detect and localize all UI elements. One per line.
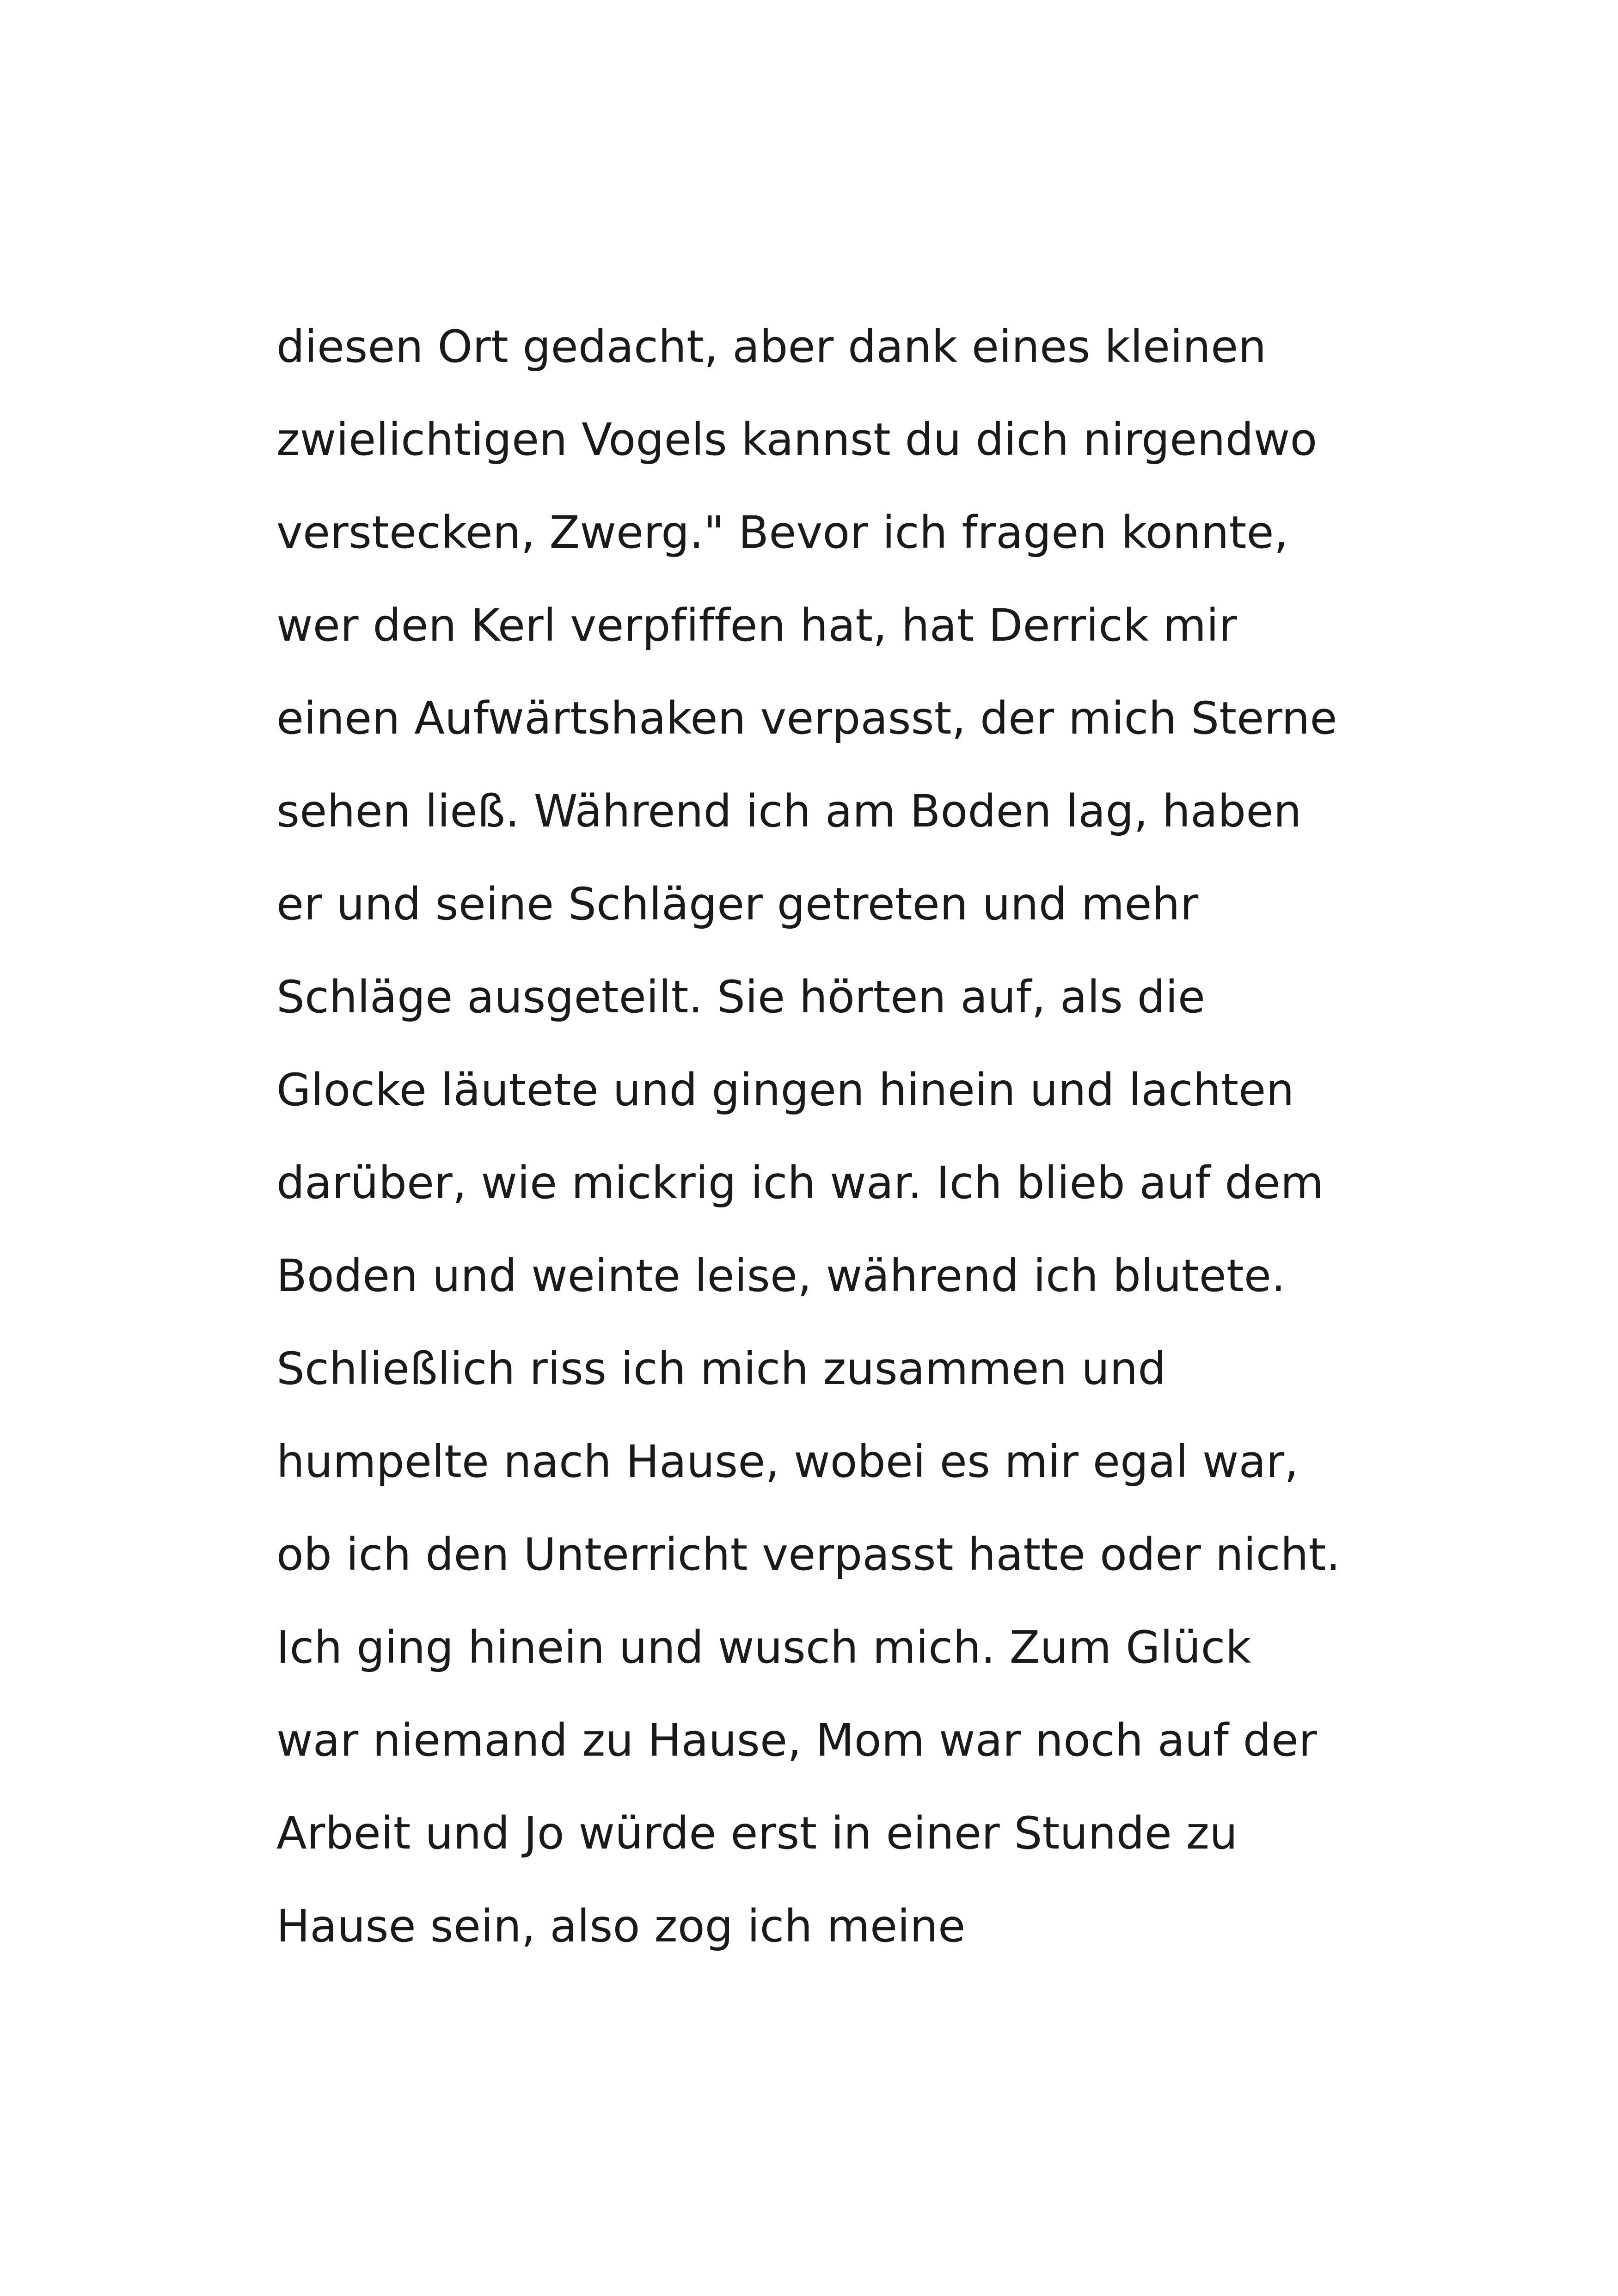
text-line: wer den Kerl verpfiffen hat, hat Derrick mir xyxy=(276,600,1238,651)
text-line: Schließlich riss ich mich zusammen und xyxy=(276,1343,1166,1395)
text-line: sehen ließ. Während ich am Boden lag, haben xyxy=(276,785,1302,837)
text-line: Glocke läutete und gingen hinein und lachten xyxy=(276,1064,1294,1116)
text-line: Hause sein, also zog ich meine xyxy=(276,1900,966,1952)
text-line: einen Aufwärtshaken verpasst, der mich Sterne xyxy=(276,692,1337,744)
text-line: Arbeit und Jo würde erst in einer Stunde zu xyxy=(276,1807,1238,1859)
text-line: Boden und weinte leise, während ich blutete. xyxy=(276,1250,1286,1302)
text-line: humpelte nach Hause, wobei es mir egal war, xyxy=(276,1436,1299,1488)
text-line: darüber, wie mickrig ich war. Ich blieb auf dem xyxy=(276,1157,1324,1209)
text-line: diesen Ort gedacht, aber dank eines kleinen xyxy=(276,321,1267,373)
text-line: er und seine Schläger getreten und mehr xyxy=(276,878,1199,930)
text-line: war niemand zu Hause, Mom war noch auf der xyxy=(276,1714,1317,1766)
body-text xyxy=(276,300,1386,1973)
text-line: Ich ging hinein und wusch mich. Zum Glück xyxy=(276,1622,1251,1673)
text-line: ob ich den Unterricht verpasst hatte oder nicht. xyxy=(276,1529,1341,1580)
text-line: verstecken, Zwerg." Bevor ich fragen konnte, xyxy=(276,507,1288,558)
text-line: Schläge ausgeteilt. Sie hörten auf, als die xyxy=(276,971,1206,1023)
text-line: zwielichtigen Vogels kannst du dich nirgendwo xyxy=(276,414,1318,465)
